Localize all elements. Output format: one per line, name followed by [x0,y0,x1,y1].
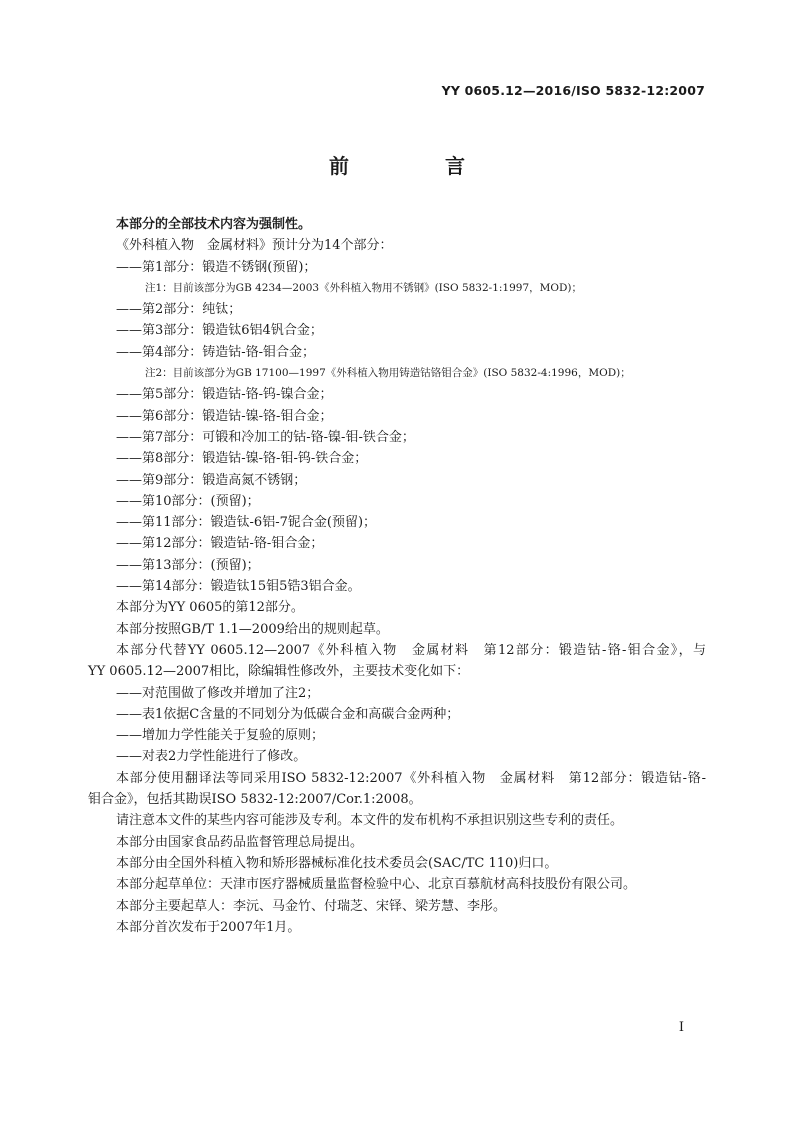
proposer: 本部分由国家食品药品监督管理总局提出。 [116,834,364,850]
foreword-body [88,214,706,938]
part-9-item: ——第9部分：锻造高氮不锈钢； [116,472,307,488]
technical-committee: 本部分由全国外科植入物和矫形器械标准化技术委员会(SAC/TC 110)归口。 [116,855,558,871]
note-2: 注2：目前该部分为GB 17100—1997《外科植入物用铸造钴铬钼合金》(ISO 5832-4:1996，MOD)； [145,367,631,380]
part-1-item: ——第1部分：锻造不锈钢(预留)； [116,259,317,275]
adoption-statement-cont: 钼合金》，包括其勘误ISO 5832-12:2007/Cor.1:2008。 [88,792,422,808]
part-8-item: ——第8部分：锻造钴-镍-铬-钼-钨-铁合金； [116,451,368,467]
replacement-statement-cont: YY 0605.12—2007相比，除编辑性修改外，主要技术变化如下： [88,664,470,680]
page-number: I [678,1020,684,1035]
part-7-item: ——第7部分：可锻和冷加工的钴-铬-镍-钼-铁合金； [116,429,415,445]
part-12-item: ——第12部分：锻造钴-铬-钼合金； [116,536,324,552]
part-11-item: ——第11部分：锻造钛-6铝-7铌合金(预留)； [116,515,377,531]
page-title: 前 言 [329,154,503,178]
change-3: ——增加力学性能关于复验的原则； [116,728,325,744]
part-2-item: ——第2部分：纯钛； [116,302,242,318]
first-publication: 本部分首次发布于2007年1月。 [116,919,301,935]
drafting-rules: 本部分按照GB/T 1.1—2009给出的规则起草。 [116,621,389,637]
part-10-item: ——第10部分：(预留)； [116,493,260,509]
standard-code-header: YY 0605.12—2016/ISO 5832-12:2007 [441,83,705,98]
mandatory-statement: 本部分的全部技术内容为强制性。 [116,217,312,232]
replacement-statement: 本部分代替YY 0605.12—2007《外科植入物 金属材料 第12部分：锻造钴-铬-钼合金》，与 [116,642,706,658]
part-5-item: ——第5部分：锻造钴-铬-钨-镍合金； [116,387,333,403]
adoption-statement: 本部分使用翻译法等同采用ISO 5832-12:2007《外科植入物 金属材料 第12部分：锻造钴-铬- [116,770,706,786]
change-2: ——表1依据C含量的不同划分为低碳合金和高碳合金两种； [116,706,460,722]
parts-overview: 《外科植入物 金属材料》预计分为14个部分： [116,238,393,254]
note-1: 注1：目前该部分为GB 4234—2003《外科植入物用不锈钢》(ISO 5832-1:1997，MOD)； [145,281,583,294]
change-1: ——对范围做了修改并增加了注2； [116,685,320,701]
part-4-item: ——第4部分：铸造钴-铬-钼合金； [116,344,316,360]
drafting-organizations: 本部分起草单位：天津市医疗器械质量监督检验中心、北京百慕航材高科技股份有限公司。 [116,877,637,893]
part-3-item: ——第3部分：锻造钛6铝4钒合金； [116,323,323,339]
patent-notice: 请注意本文件的某些内容可能涉及专利。本文件的发布机构不承担识别这些专利的责任。 [116,813,624,829]
part-6-item: ——第6部分：锻造钴-镍-铬-钼合金； [116,408,333,424]
main-drafters: 本部分主要起草人：李沅、马金竹、付瑞芝、宋铎、梁芳慧、李彤。 [116,898,507,914]
part-statement: 本部分为YY 0605的第12部分。 [116,600,304,616]
part-14-item: ——第14部分：锻造钛15钼5锆3铝合金。 [116,579,361,595]
part-13-item: ——第13部分：(预留)； [116,557,260,573]
change-4: ——对表2力学性能进行了修改。 [116,749,307,765]
